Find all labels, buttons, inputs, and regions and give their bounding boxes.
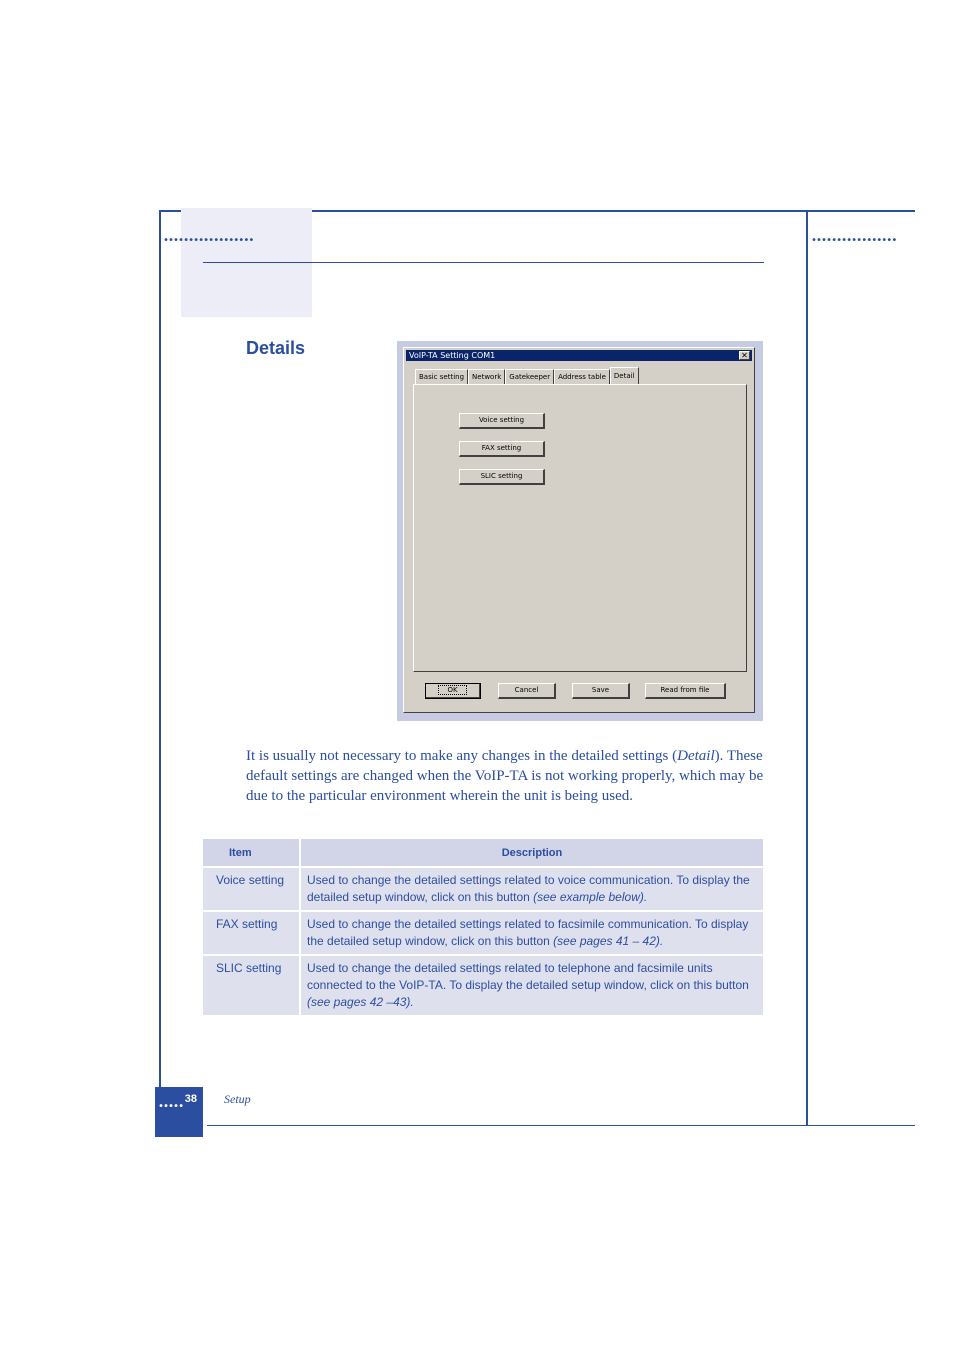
dialog-screenshot <box>397 341 763 721</box>
paragraph-text-1: It is usually not necessary to make any changes in the detailed settings ( <box>246 748 678 764</box>
table-header-row <box>203 839 763 866</box>
tab-network[interactable]: Network <box>468 369 505 384</box>
row-item: Voice setting <box>203 868 299 910</box>
ok-button-label: OK <box>438 685 466 695</box>
bottom-rule <box>207 1125 915 1126</box>
section-heading: Details <box>246 338 306 358</box>
tab-gatekeeper[interactable]: Gatekeeper <box>505 369 554 384</box>
table-row <box>203 954 763 1015</box>
fax-setting-button[interactable]: FAX setting <box>459 441 545 457</box>
description-text: Used to change the detailed settings related to voice communication. To display the detailed setup window, click on this button <box>307 873 750 904</box>
table-row <box>203 866 763 910</box>
dialog-title: VoIP-TA Setting COM1 <box>409 351 496 360</box>
intro-paragraph <box>246 746 766 806</box>
page-dots: ••••• <box>158 1101 184 1112</box>
row-description <box>299 868 763 910</box>
row-description <box>299 912 763 954</box>
row-item: FAX setting <box>203 912 299 954</box>
tab-detail[interactable]: Detail <box>610 367 639 384</box>
description-text: Used to change the detailed settings related to facsimile communication. To display the detailed setup window, click on this button <box>307 917 749 948</box>
close-icon[interactable]: ✕ <box>739 351 750 360</box>
header-rule <box>203 262 764 263</box>
ok-button[interactable] <box>425 683 481 699</box>
page-number-tab <box>155 1087 203 1137</box>
left-dot-leader: •••••••••••••••••• <box>163 235 254 246</box>
top-frame-line <box>312 210 915 212</box>
dialog-titlebar <box>406 350 752 361</box>
tab-basic-setting[interactable]: Basic setting <box>415 369 468 384</box>
tab-strip <box>415 368 639 384</box>
description-reference: (see example below). <box>533 890 648 904</box>
left-frame-line <box>159 210 161 1087</box>
header-item: Item <box>203 839 299 866</box>
paragraph-text-2: ). These default settings are changed when the VoIP-TA is not working properly, which may be due to the particular environment wherein the unit is being used. <box>246 748 764 804</box>
description-reference: (see pages 42 –43). <box>307 995 414 1009</box>
description-reference: (see pages 41 – 42). <box>553 934 664 948</box>
voice-setting-button[interactable]: Voice setting <box>459 413 545 429</box>
save-button[interactable]: Save <box>572 683 630 699</box>
right-dot-leader: ••••••••••••••••• <box>811 235 897 246</box>
settings-table <box>203 839 763 1015</box>
header-description: Description <box>299 839 763 866</box>
read-from-file-button[interactable]: Read from file <box>645 683 726 699</box>
cancel-button[interactable]: Cancel <box>498 683 556 699</box>
footer-section-label: Setup <box>224 1092 251 1106</box>
right-frame-line <box>806 210 808 1126</box>
top-frame-line-left <box>159 210 181 212</box>
dialog-window <box>403 347 755 713</box>
tab-address-table[interactable]: Address table <box>554 369 610 384</box>
table-row <box>203 910 763 954</box>
row-description <box>299 956 763 1015</box>
row-item: SLIC setting <box>203 956 299 1015</box>
page-number: 38 <box>184 1093 197 1105</box>
slic-setting-button[interactable]: SLIC setting <box>459 469 545 485</box>
paragraph-italic-term: Detail <box>677 748 715 764</box>
description-text: Used to change the detailed settings related to telephone and facsimile units connected to the VoIP-TA. To display the detailed setup window, click on this button <box>307 961 749 992</box>
